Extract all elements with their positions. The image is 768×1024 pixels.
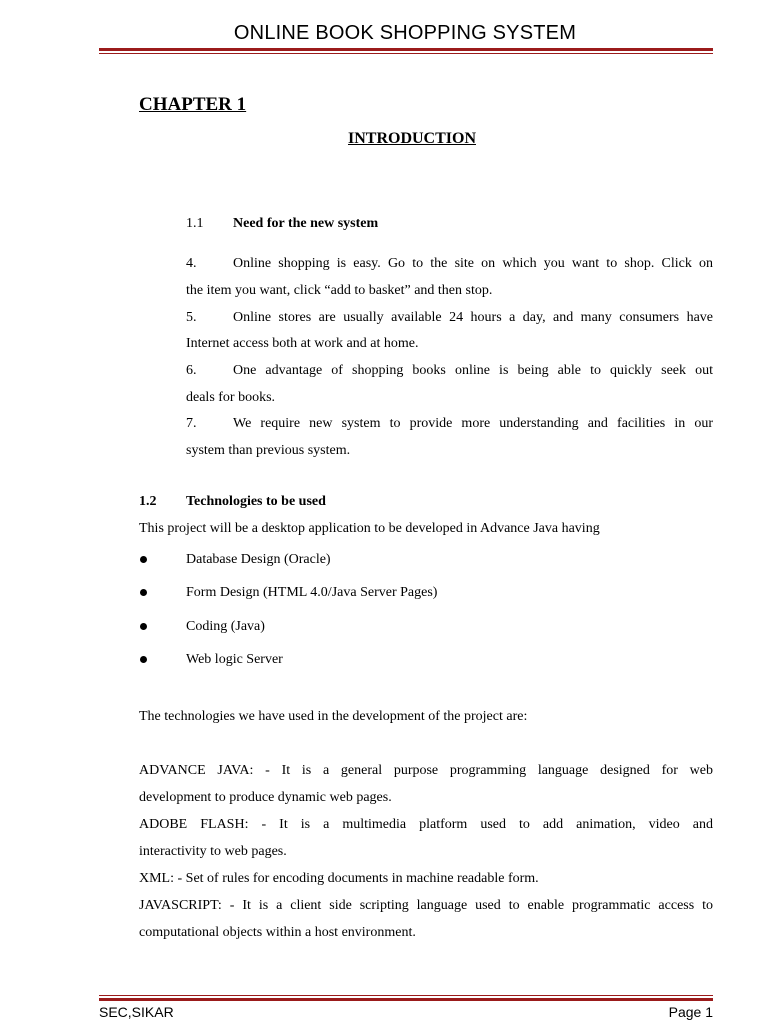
header-rule-thin [99, 53, 713, 54]
bullet-item: Coding (Java) [186, 619, 265, 634]
list-item-text-continued: system than previous system. [186, 443, 351, 458]
footer-rule-thin [99, 995, 713, 996]
list-item-number: 4. [186, 256, 197, 271]
list-item-number: 5. [186, 310, 197, 325]
header-rule-thick [99, 48, 713, 51]
technology-item: XML: - Set of rules for encoding documents in machine readable form. [139, 871, 539, 886]
list-item-text: Online stores are usually available 24 hours a day, and many consumers have [233, 310, 713, 325]
technology-item-continued: computational objects within a host environment. [139, 925, 416, 940]
technology-item: JAVASCRIPT: - It is a client side scripting language used to enable programmatic access to [139, 898, 713, 913]
bullet-item: Form Design (HTML 4.0/Java Server Pages) [186, 585, 438, 600]
chapter-title: INTRODUCTION [347, 130, 476, 147]
bullet-icon [140, 656, 147, 663]
footer-left: SEC,SIKAR [99, 1004, 174, 1020]
technologies-intro: The technologies we have used in the development of the project are: [139, 709, 528, 724]
header-title: ONLINE BOOK SHOPPING SYSTEM [233, 22, 577, 44]
technology-item: ADVANCE JAVA: - It is a general purpose programming language designed for web [139, 763, 713, 778]
section-1-2-heading: Technologies to be used [186, 494, 326, 509]
chapter-label: CHAPTER 1 [139, 94, 247, 115]
list-item-text-continued: the item you want, click “add to basket” and then stop. [186, 283, 493, 298]
section-1-2-intro: This project will be a desktop application to be developed in Advance Java having [139, 521, 600, 536]
bullet-icon [140, 623, 147, 630]
list-item-text-continued: Internet access both at work and at home. [186, 336, 419, 351]
bullet-item: Database Design (Oracle) [186, 552, 331, 567]
footer-page-number: Page 1 [668, 1004, 713, 1020]
list-item-number: 7. [186, 416, 197, 431]
bullet-item: Web logic Server [186, 652, 283, 667]
technology-item: ADOBE FLASH: - It is a multimedia platform used to add animation, video and [139, 817, 713, 832]
list-item-text: We require new system to provide more understanding and facilities in our [233, 416, 713, 431]
section-1-1-heading: Need for the new system [233, 216, 379, 231]
list-item-text-continued: deals for books. [186, 390, 276, 405]
bullet-icon [140, 556, 147, 563]
bullet-icon [140, 589, 147, 596]
list-item-text: Online shopping is easy. Go to the site on which you want to shop. Click on [233, 256, 713, 271]
section-1-1-number: 1.1 [186, 216, 204, 231]
technology-item-continued: development to produce dynamic web pages. [139, 790, 392, 805]
section-1-2-number: 1.2 [139, 494, 157, 509]
list-item-text: One advantage of shopping books online is being able to quickly seek out [233, 363, 713, 378]
footer-rule-thick [99, 998, 713, 1001]
technology-item-continued: interactivity to web pages. [139, 844, 287, 859]
list-item-number: 6. [186, 363, 197, 378]
